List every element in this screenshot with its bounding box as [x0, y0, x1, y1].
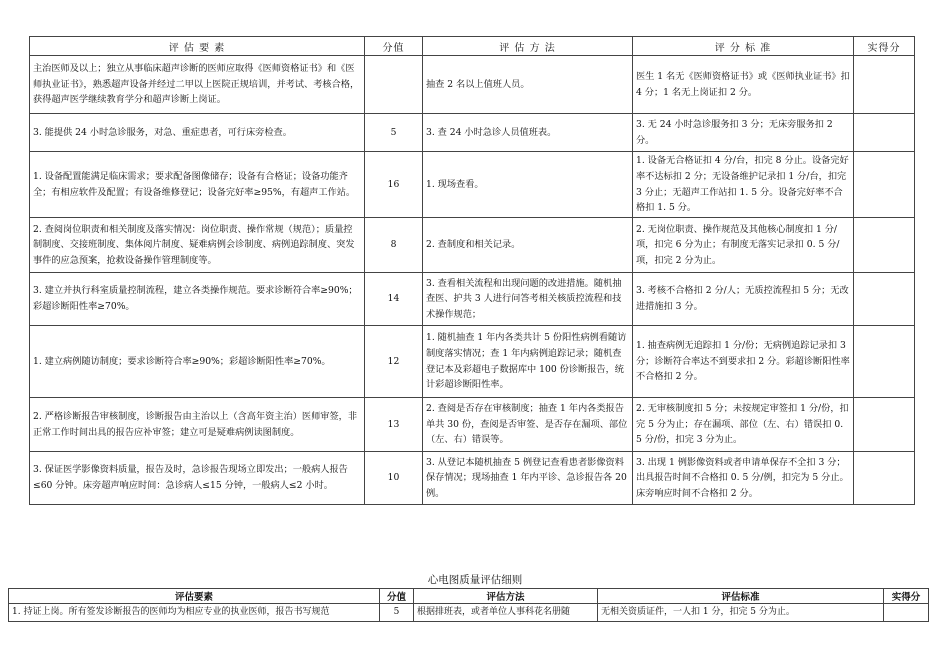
score-cell	[365, 56, 423, 114]
ecg-section-title: 心电图质量评估细则	[427, 574, 523, 586]
header-actual: 实得分	[884, 589, 929, 604]
requirement-cell: 1. 建立病例随访制度；要求诊断符合率≥90%；彩超诊断阳性率≥70%。	[30, 326, 365, 398]
table-row	[30, 152, 915, 218]
actual-score-cell[interactable]	[854, 56, 915, 114]
standard-cell: 3. 出现 1 例影像资料或者申请单保存不全扣 3 分；出具报告时间不合格扣 0. 5 分/例，扣完为 5 分止。床旁响应时间不合格扣 2 分。	[633, 452, 854, 505]
method-cell: 3. 查看相关流程和出现问题的改进措施。随机抽查医、护共 3 人进行问答考相关核质控流程和技术操作规范；	[423, 273, 633, 326]
requirement-cell: 1. 持证上岗。所有签发诊断报告的医师均为相应专业的执业医师，报告书写规范	[9, 604, 380, 622]
table-row	[30, 273, 915, 326]
table-row	[30, 218, 915, 273]
table-row	[30, 452, 915, 505]
header-requirement: 评 估 要 素	[30, 37, 365, 56]
score-cell: 12	[365, 326, 423, 398]
requirement-cell: 主治医师及以上；独立从事临床超声诊断的医师应取得《医师资格证书》和《医师执业证书》，熟悉超声设备并经过二甲以上医院正规培训，并考试、考核合格，获得超声医学继续教育学分和超声诊断上岗证。	[30, 56, 365, 114]
requirement-cell: 3. 能提供 24 小时急诊服务，对急、重症患者，可行床旁检查。	[30, 114, 365, 152]
requirement-cell: 3. 保证医学影像资料质量，报告及时，急诊报告现场立即发出；一般病人报告≤60 分钟。床旁超声响应时间：急诊病人≤15 分钟，一般病人≤2 小时。	[30, 452, 365, 505]
standard-cell: 医生 1 名无《医师资格证书》或《医师执业证书》扣 4 分；1 名无上岗证扣 2 分。	[633, 56, 854, 114]
ecg-assessment-table	[8, 588, 929, 622]
score-cell: 5	[380, 604, 414, 622]
actual-score-cell[interactable]	[854, 452, 915, 505]
actual-score-cell[interactable]	[854, 273, 915, 326]
standard-cell: 1. 设备无合格证扣 4 分/台，扣完 8 分止。设备完好率不达标扣 2 分；无设备维护记录扣 1 分/台，扣完 3 分止；无超声工作站扣 1. 5 分。设备完好率不合格扣 1. 5 分。	[633, 152, 854, 218]
actual-score-cell[interactable]	[884, 604, 929, 622]
ultrasound-assessment-table	[29, 36, 915, 505]
score-cell: 8	[365, 218, 423, 273]
standard-cell: 3. 无 24 小时急诊服务扣 3 分；无床旁服务扣 2 分。	[633, 114, 854, 152]
table-header-row	[30, 37, 915, 56]
standard-cell: 2. 无审核制度扣 5 分；未按规定审签扣 1 分/份，扣完 5 分为止；存在漏项、部位（左、右）错误扣 0. 5 分/份，扣完 3 分为止。	[633, 398, 854, 452]
score-cell: 10	[365, 452, 423, 505]
actual-score-cell[interactable]	[854, 152, 915, 218]
header-requirement: 评估要素	[9, 589, 380, 604]
requirement-cell: 1. 设备配置能满足临床需求；要求配备图像储存；设备有合格证；设备功能齐全；有相应软件及配置；有设备维修登记；设备完好率≥95%，有超声工作站。	[30, 152, 365, 218]
score-cell: 5	[365, 114, 423, 152]
method-cell: 抽查 2 名以上值班人员。	[423, 56, 633, 114]
actual-score-cell[interactable]	[854, 398, 915, 452]
method-cell: 根据排班表，或者单位人事科花名册随	[414, 604, 598, 622]
header-score: 分值	[365, 37, 423, 56]
table-row	[30, 114, 915, 152]
requirement-cell: 3. 建立并执行科室质量控制流程，建立各类操作规范。要求诊断符合率≥90%；彩超诊断阳性率≥70%。	[30, 273, 365, 326]
table-row	[30, 398, 915, 452]
standard-cell: 无相关资质证件，一人扣 1 分，扣完 5 分为止。	[598, 604, 884, 622]
header-method: 评估方法	[414, 589, 598, 604]
actual-score-cell[interactable]	[854, 218, 915, 273]
requirement-cell: 2. 严格诊断报告审核制度，诊断报告由主治以上（含高年资主治）医师审签，非正常工作时间出具的报告应补审签；建立可是疑难病例读图制度。	[30, 398, 365, 452]
header-score: 分值	[380, 589, 414, 604]
method-cell: 2. 查制度和相关记录。	[423, 218, 633, 273]
method-cell: 1. 现场查看。	[423, 152, 633, 218]
table-row	[9, 604, 929, 622]
method-cell: 3. 查 24 小时急诊人员值班表。	[423, 114, 633, 152]
standard-cell: 3. 考核不合格扣 2 分/人；无质控流程扣 5 分；无改进措施扣 3 分。	[633, 273, 854, 326]
score-cell: 14	[365, 273, 423, 326]
actual-score-cell[interactable]	[854, 114, 915, 152]
header-actual: 实得分	[854, 37, 915, 56]
requirement-cell: 2. 查阅岗位职责和相关制度及落实情况：岗位职责、操作常规（规范）；质量控制制度、交接班制度、集体阅片制度、疑难病例会诊制度、病例追踪制度、突发事件的应急预案，抢救设备操作管理制度等。	[30, 218, 365, 273]
standard-cell: 1. 抽查病例无追踪扣 1 分/份；无病例追踪记录扣 3 分；诊断符合率达不到要求扣 2 分。彩超诊断阳性率不合格扣 2 分。	[633, 326, 854, 398]
method-cell: 1. 随机抽查 1 年内各类共计 5 份阳性病例看随访制度落实情况；查 1 年内病例追踪记录；随机查登记本及彩超电子数据库中 100 份诊断报告，统计彩超诊断阳性率。	[423, 326, 633, 398]
header-method: 评 估 方 法	[423, 37, 633, 56]
table-row	[30, 56, 915, 114]
score-cell: 16	[365, 152, 423, 218]
standard-cell: 2. 无岗位职责、操作规范及其他核心制度扣 1 分/项，扣完 6 分为止；有制度无落实记录扣 0. 5 分/项，扣完 2 分为止。	[633, 218, 854, 273]
table-row	[30, 326, 915, 398]
method-cell: 3. 从登记本随机抽查 5 例登记查看患者影像资料保存情况；现场抽查 1 年内平诊、急诊报告各 20 例。	[423, 452, 633, 505]
actual-score-cell[interactable]	[854, 326, 915, 398]
table-header-row	[9, 589, 929, 604]
header-standard: 评估标准	[598, 589, 884, 604]
score-cell: 13	[365, 398, 423, 452]
header-standard: 评 分 标 准	[633, 37, 854, 56]
method-cell: 2. 查阅是否存在审核制度；抽查 1 年内各类报告单共 30 份，查阅是否审签、是否存在漏项、部位（左、右）错误等。	[423, 398, 633, 452]
